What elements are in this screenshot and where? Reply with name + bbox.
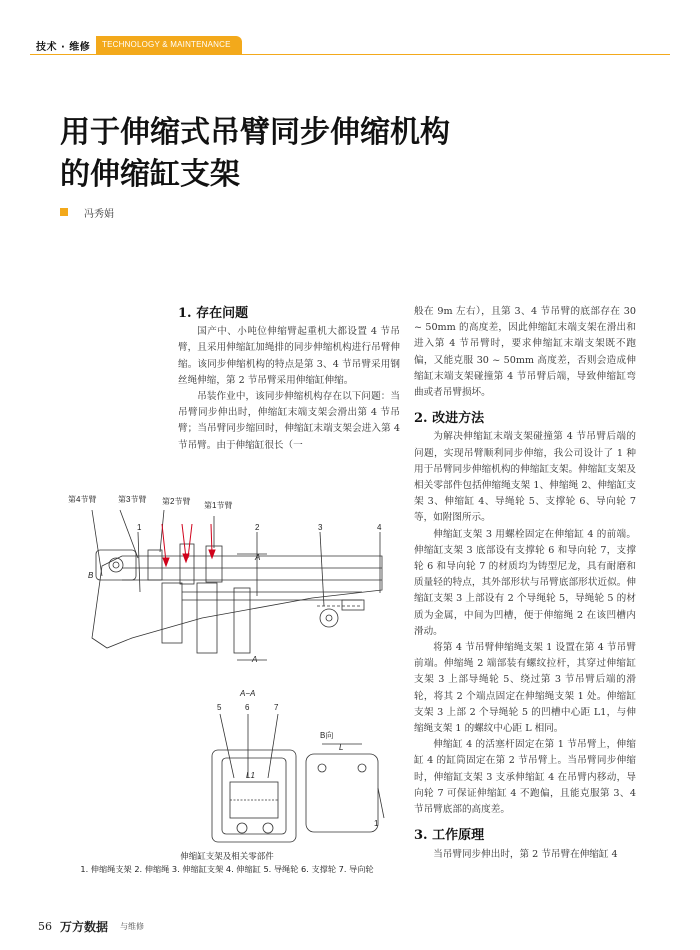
left-column-text (178, 306, 400, 454)
section-1-paragraph-1: 国产中、小吨位伸缩臂起重机大都设置 4 节吊臂，且采用伸缩缸加绳排的同步伸缩机构进行吊臂伸缩。该同步伸缩机构的特点是第 3、4 节吊臂采用钢丝绳伸缩，第 2 节吊臂采用伸缩缸伸缩。 (178, 326, 400, 386)
label-num-7: 7 (274, 703, 279, 712)
footer-brand: 万方数据 (60, 920, 109, 934)
label-arm-1: 第1节臂 (204, 501, 233, 510)
label-a-bottom: A (252, 655, 258, 664)
section-2-paragraph-2: 伸缩缸支架 3 用螺栓固定在伸缩缸 4 的前端。伸缩缸支架 3 底部设有支撑轮 6 和导向轮 7，支撑轮 6 和导向轮 7 的材质均为铸型尼龙，具有耐磨和质量轻的特点，其外部形状与吊臂底部形状近似。伸缩缸支架 3 上部设有 2 个导绳轮 5，导绳轮 5 的材质为金属，中间为凹槽，便于伸缩绳 2 在该凹槽内滑动。 (414, 528, 636, 637)
figure-legend: 1. 伸缩绳支架 2. 伸缩绳 3. 伸缩缸支架 4. 伸缩缸 5. 导绳轮 6. 支撑轮 7. 导向轮 (80, 864, 374, 874)
label-num-2: 2 (255, 523, 260, 532)
section-aa-outline (212, 750, 296, 842)
label-section-aa: A−A (240, 689, 256, 698)
label-b: B (88, 571, 94, 580)
figure-caption: 伸缩缸支架及相关零部件 (180, 852, 274, 862)
support-wheel-left (237, 823, 247, 833)
section-1-paragraph-3: 般在 9m 左右），且第 3、4 节吊臂的底部存在 30 ~ 50mm 的高度差，因此伸缩缸末端支架在滑出和进入第 4 节吊臂时，要求伸缩缸末端支架既不跑偏，又能克服 30 ~ 50mm 高度差，否则会造成伸缩缸末端支架碰撞第 4 节吊臂后端，导致伸缩缸弯曲或者吊臂损坏。 (414, 306, 636, 399)
section-2-paragraph-1: 为解决伸缩缸末端支架碰撞第 4 节吊臂后端的问题，实现吊臂顺利同步伸缩，我公司设计了 1 种用于吊臂同步伸缩机构的伸缩缸支架。伸缩缸支架及相关零部件包括伸缩绳支架 1、伸缩绳 2、伸缩缸支架 3、伸缩缸 4、导绳轮 5、支撑轮 6、导向轮 7 等，如附图所示。 (414, 431, 636, 524)
label-arm-4: 第4节臂 (68, 495, 97, 504)
section-2-paragraph-4: 伸缩缸 4 的活塞杆固定在第 1 节吊臂上，伸缩缸 4 的缸筒固定在第 2 节吊臂上。当吊臂同步伸缩时，伸缩缸支架 3 支承伸缩缸 4 在吊臂内移动，导向轮 7 可保证伸缩缸 4 不跑偏，且能克服第 3、4 节吊臂底部的高度差。 (414, 739, 636, 816)
section-3-paragraph-1: 当吊臂同步伸出时，第 2 节吊臂在伸缩缸 4 (433, 848, 618, 860)
label-dim-l1: L1 (246, 771, 255, 780)
article-title (60, 112, 450, 196)
label-num-4: 4 (377, 523, 382, 532)
author-marker (60, 208, 68, 216)
footer-subtitle: 与维修 (120, 922, 144, 931)
right-column-text (414, 304, 636, 863)
label-a-top: A (255, 553, 261, 562)
label-num-5: 5 (217, 703, 222, 712)
section-tab-text: TECHNOLOGY & MAINTENANCE (102, 40, 231, 49)
section-label: 技术 · 维修 (36, 42, 91, 53)
label-view-b: B向 (320, 731, 334, 740)
pulley (320, 609, 338, 627)
section-3-heading: 3. 工作原理 (414, 828, 485, 844)
label-num-6: 6 (245, 703, 250, 712)
section-1-heading: 1. 存在问题 (178, 306, 249, 321)
support-wheel-right (263, 823, 273, 833)
title-line-1: 用于伸缩式吊臂同步伸缩机构 (60, 115, 450, 150)
section-2-paragraph-3: 将第 4 节吊臂伸缩绳支架 1 设置在第 4 节吊臂前端。伸缩绳 2 端部装有螺纹拉杆，其穿过伸缩缸支架 3 上部导绳轮 5、绕过第 3 节吊臂后端的滑轮，将其 2 个端点固定在伸缩绳支架 1 处。伸缩缸支架 3 上部 2 个导绳轮 5 的凹槽中心距 L1，与伸缩绳支架 1 的螺纹中心距 L 相同。 (414, 642, 636, 735)
technical-drawing (62, 488, 392, 880)
view-b-outline (306, 754, 378, 832)
label-num-1b: 1 (374, 819, 379, 828)
section-tab (96, 36, 242, 54)
author-name: 冯秀娟 (84, 209, 114, 220)
boom-head-pin (109, 558, 123, 572)
title-line-2: 的伸缩缸支架 (60, 157, 240, 192)
label-num-3: 3 (318, 523, 323, 532)
label-dim-l: L (339, 743, 344, 752)
page-number: 56 (38, 920, 52, 933)
header-divider (30, 54, 670, 55)
boom-outline (92, 556, 382, 648)
section-2-heading: 2. 改进方法 (414, 411, 485, 427)
label-arm-2: 第2节臂 (162, 497, 191, 506)
label-arm-3: 第3节臂 (118, 495, 147, 504)
section-1-paragraph-2: 吊装作业中，该同步伸缩机构存在以下问题：当吊臂同步伸出时，伸缩缸末端支架会滑出第 4 节吊臂；当吊臂同步缩回时，伸缩缸末端支架会进入第 4 节吊臂。由于伸缩缸很长（一 (178, 391, 400, 451)
label-num-1: 1 (137, 523, 142, 532)
